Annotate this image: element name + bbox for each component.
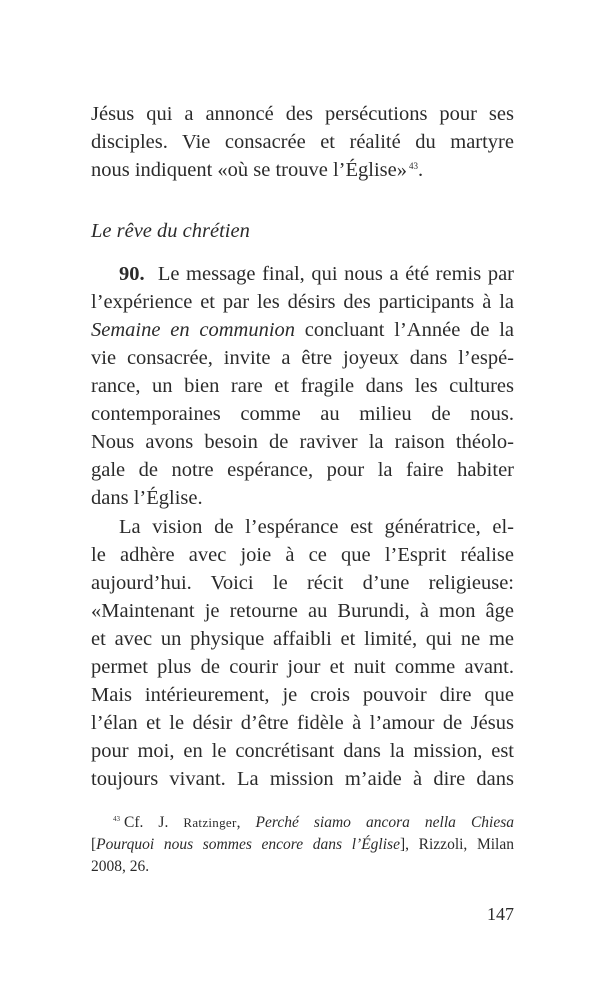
text-fragment: ], Rizzoli, Milan: [399, 836, 514, 853]
text-line: Jésus qui a annoncé des persécutions pour ses: [91, 103, 514, 125]
text-line: Mais intérieurement, je crois pouvoir dire que: [91, 684, 514, 706]
footnote-line: [113, 812, 514, 836]
text-line: [91, 316, 514, 344]
text-line: rance, un bien rare et fragile dans les cultures: [91, 375, 514, 397]
footnote-line: [91, 834, 514, 855]
text-line: La vision de l’espérance est génératrice, el-: [119, 516, 514, 538]
text-line: l’expérience et par les désirs des participants à la: [91, 291, 514, 313]
italic-title: Semaine en communion: [91, 319, 296, 341]
text-line: vie consacrée, invite a être joyeux dans l’espé-: [91, 347, 514, 369]
text-fragment: nous indiquent «où se trouve l’Église»: [91, 159, 407, 181]
text-fragment: ,: [236, 814, 256, 831]
text-fragment: Cf. J.: [124, 814, 184, 831]
text-line: toujours vivant. La mission m’aide à dire dans: [91, 768, 514, 790]
text-line: dans l’Église.: [91, 487, 203, 509]
book-title: Perché siamo ancora nella Chiesa: [255, 814, 514, 831]
text-line: «Maintenant je retourne au Burundi, à mon âge: [91, 600, 514, 622]
author-name: Ratzinger: [183, 815, 237, 830]
text-line: l’élan et le désir d’être fidèle à l’amour de Jésus: [91, 712, 514, 734]
text-line: aujourd’hui. Voici le récit d’une religieuse:: [91, 572, 514, 594]
footnote-marker: 43: [409, 161, 418, 171]
text-line: disciples. Vie consacrée et réalité du martyre: [91, 131, 514, 153]
text-line: pour moi, en le concrétisant dans la mission, est: [91, 740, 514, 762]
text-fragment: concluant l’Année de la: [295, 319, 514, 341]
text-fragment: .: [418, 159, 424, 181]
page-number: 147: [487, 904, 514, 924]
text-line: Nous avons besoin de raviver la raison théolo-: [91, 431, 514, 453]
text-line: et avec un physique affaibli et limité, qui ne me: [91, 628, 514, 650]
text-fragment: Le message final, qui nous a été remis par: [157, 263, 514, 285]
footnote-line: 2008, 26.: [91, 858, 150, 875]
book-title-translation: Pourquoi nous sommes encore dans l’Église: [96, 836, 400, 853]
text-line: le adhère avec joie à ce que l’Esprit réalise: [91, 544, 514, 566]
text-fragment: [: [91, 836, 97, 853]
section-heading: Le rêve du chrétien: [91, 220, 250, 242]
footnote-number: 43: [113, 815, 120, 823]
text-line: [119, 260, 514, 288]
text-line: permet plus de courir jour et nuit comme avant.: [91, 656, 514, 678]
text-line: contemporaines comme au milieu de nous.: [91, 403, 514, 425]
paragraph-number: 90.: [119, 263, 145, 285]
text-line: [91, 156, 514, 187]
text-line: gale de notre espérance, pour la faire habiter: [91, 459, 514, 481]
